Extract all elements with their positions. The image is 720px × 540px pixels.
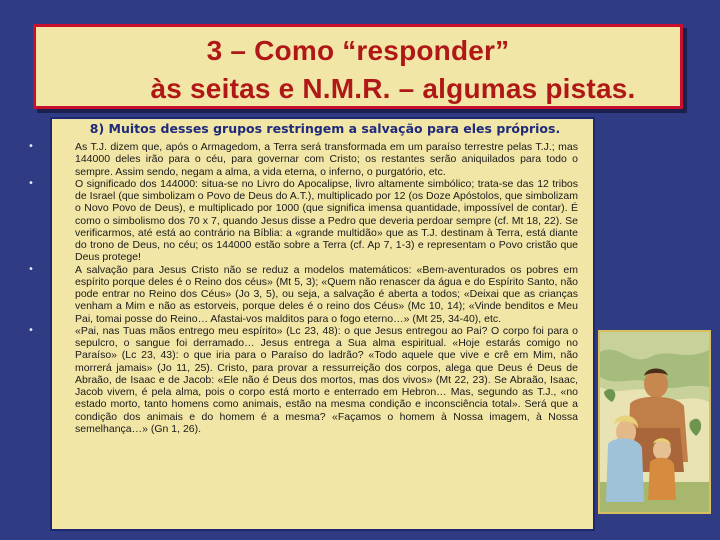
- content-panel: [28, 117, 595, 531]
- slide-title-continued: às seitas e N.M.R. – algumas pistas.: [150, 73, 636, 104]
- bullet-text: «Pai, nas Tuas mãos entrego meu espírito» (Lc 23, 48): o que Jesus entregou ao Pai? O corpo foi para o sepulcro, o sangue foi derramado… Jesus entrega a Sua alma espiritual. «Hoje estarás comigo no Paraíso» (Lc 23, 43): o que iria para o Paraíso do ladrão? «Todo aquele que vive e crê em Mim, não morrerá jamais» (Jo 11, 25). Cristo, para provar a ressurreição dos corpos, alega que Deus é Deus de Abraão, de Isaac e de Jacob: «Ele não é Deus dos mortos, mas dos vivos» (Mt 22, 23). Se Abraão, Isaac, Jacob vivem, é pela alma, pois o corpo está morto e enterrado em Hebron… Mas, segundo as T.J., «no estado morto, tanto homens como animais, estão na mesma condição e inconsciência total». Será que a condição dos animais e do homem é a mesma? «Façamos o homem à Nossa imagem, à Nossa semelhança…» (Gn 1, 26).: [75, 324, 578, 435]
- bullet-icon: •: [28, 324, 34, 336]
- bullet-text: As T.J. dizem que, após o Armagedom, a Terra será transformada em um paraíso terrestre pelas T.J.; mas 144000 deles irão para o céu, para governar com Cristo; os restantes serão aniquilados para todo o sempre. Assim sendo, negam a alma, a vida eterna, o inferno, o purgatório, etc.: [75, 141, 578, 178]
- bullet-text: A salvação para Jesus Cristo não se reduz a modelos matemáticos: «Bem-aventurados os pobres em espírito porque deles é o Reino dos céus» (Mt 5, 3); «Quem não renascer da água e do Espírito Santo, não pode entrar no Reino dos Céus» (Jo 3, 5), ou seja, a salvação é aberta a todos; «Deixai que as crianças venham a Mim e não as estorveis, porque deles é o reino dos Céus» (Mc 10, 14); «Vinde benditos e Meu Pai, tomai posse do Reino… Afastai-vos malditos para o fogo eterno…» (Mt 25, 34-40), etc.: [75, 263, 578, 325]
- slide-title: 3 – Como “responder”: [206, 35, 510, 66]
- section-subtitle: 8) Muitos desses grupos restringem a salvação para eles próprios.: [89, 121, 561, 136]
- bullet-icon: •: [28, 141, 34, 152]
- list-item: [30, 325, 590, 435]
- paradise-family-illustration: [598, 330, 711, 514]
- bullet-list: [30, 141, 590, 435]
- list-item: [30, 264, 590, 325]
- bullet-text: O significado dos 144000: situa-se no Livro do Apocalipse, livro altamente simbólico; trata-se das 12 tribos de Israel (que simbolizam o Povo de Deus do A.T.), multiplicado por 12 (os Doze Apóstolos, que simbolizam o Novo Povo de Deus), e multiplicado por 1000 (que significa imensa quantidade, impossível de contar). É como o simbolismo dos 70 x 7, quando Jesus disse a Pedro que deveria perdoar sempre (cf. Mt 18, 22). Se verificarmos, até está ao contrário na Bíblia: a «grande multidão» que as T.J. destinam à Terra, está diante do trono de Deus, no céu; os 144000 estão sobre a Terra (cf. Ap 7, 1-3) e representam o Povo cristão que Deus protege!: [75, 177, 578, 264]
- list-item: [30, 178, 590, 264]
- bullet-icon: •: [28, 177, 34, 189]
- bullet-icon: •: [28, 263, 34, 275]
- illustration-graphic: [600, 332, 709, 512]
- title-banner: [33, 24, 683, 109]
- list-item: [30, 141, 590, 178]
